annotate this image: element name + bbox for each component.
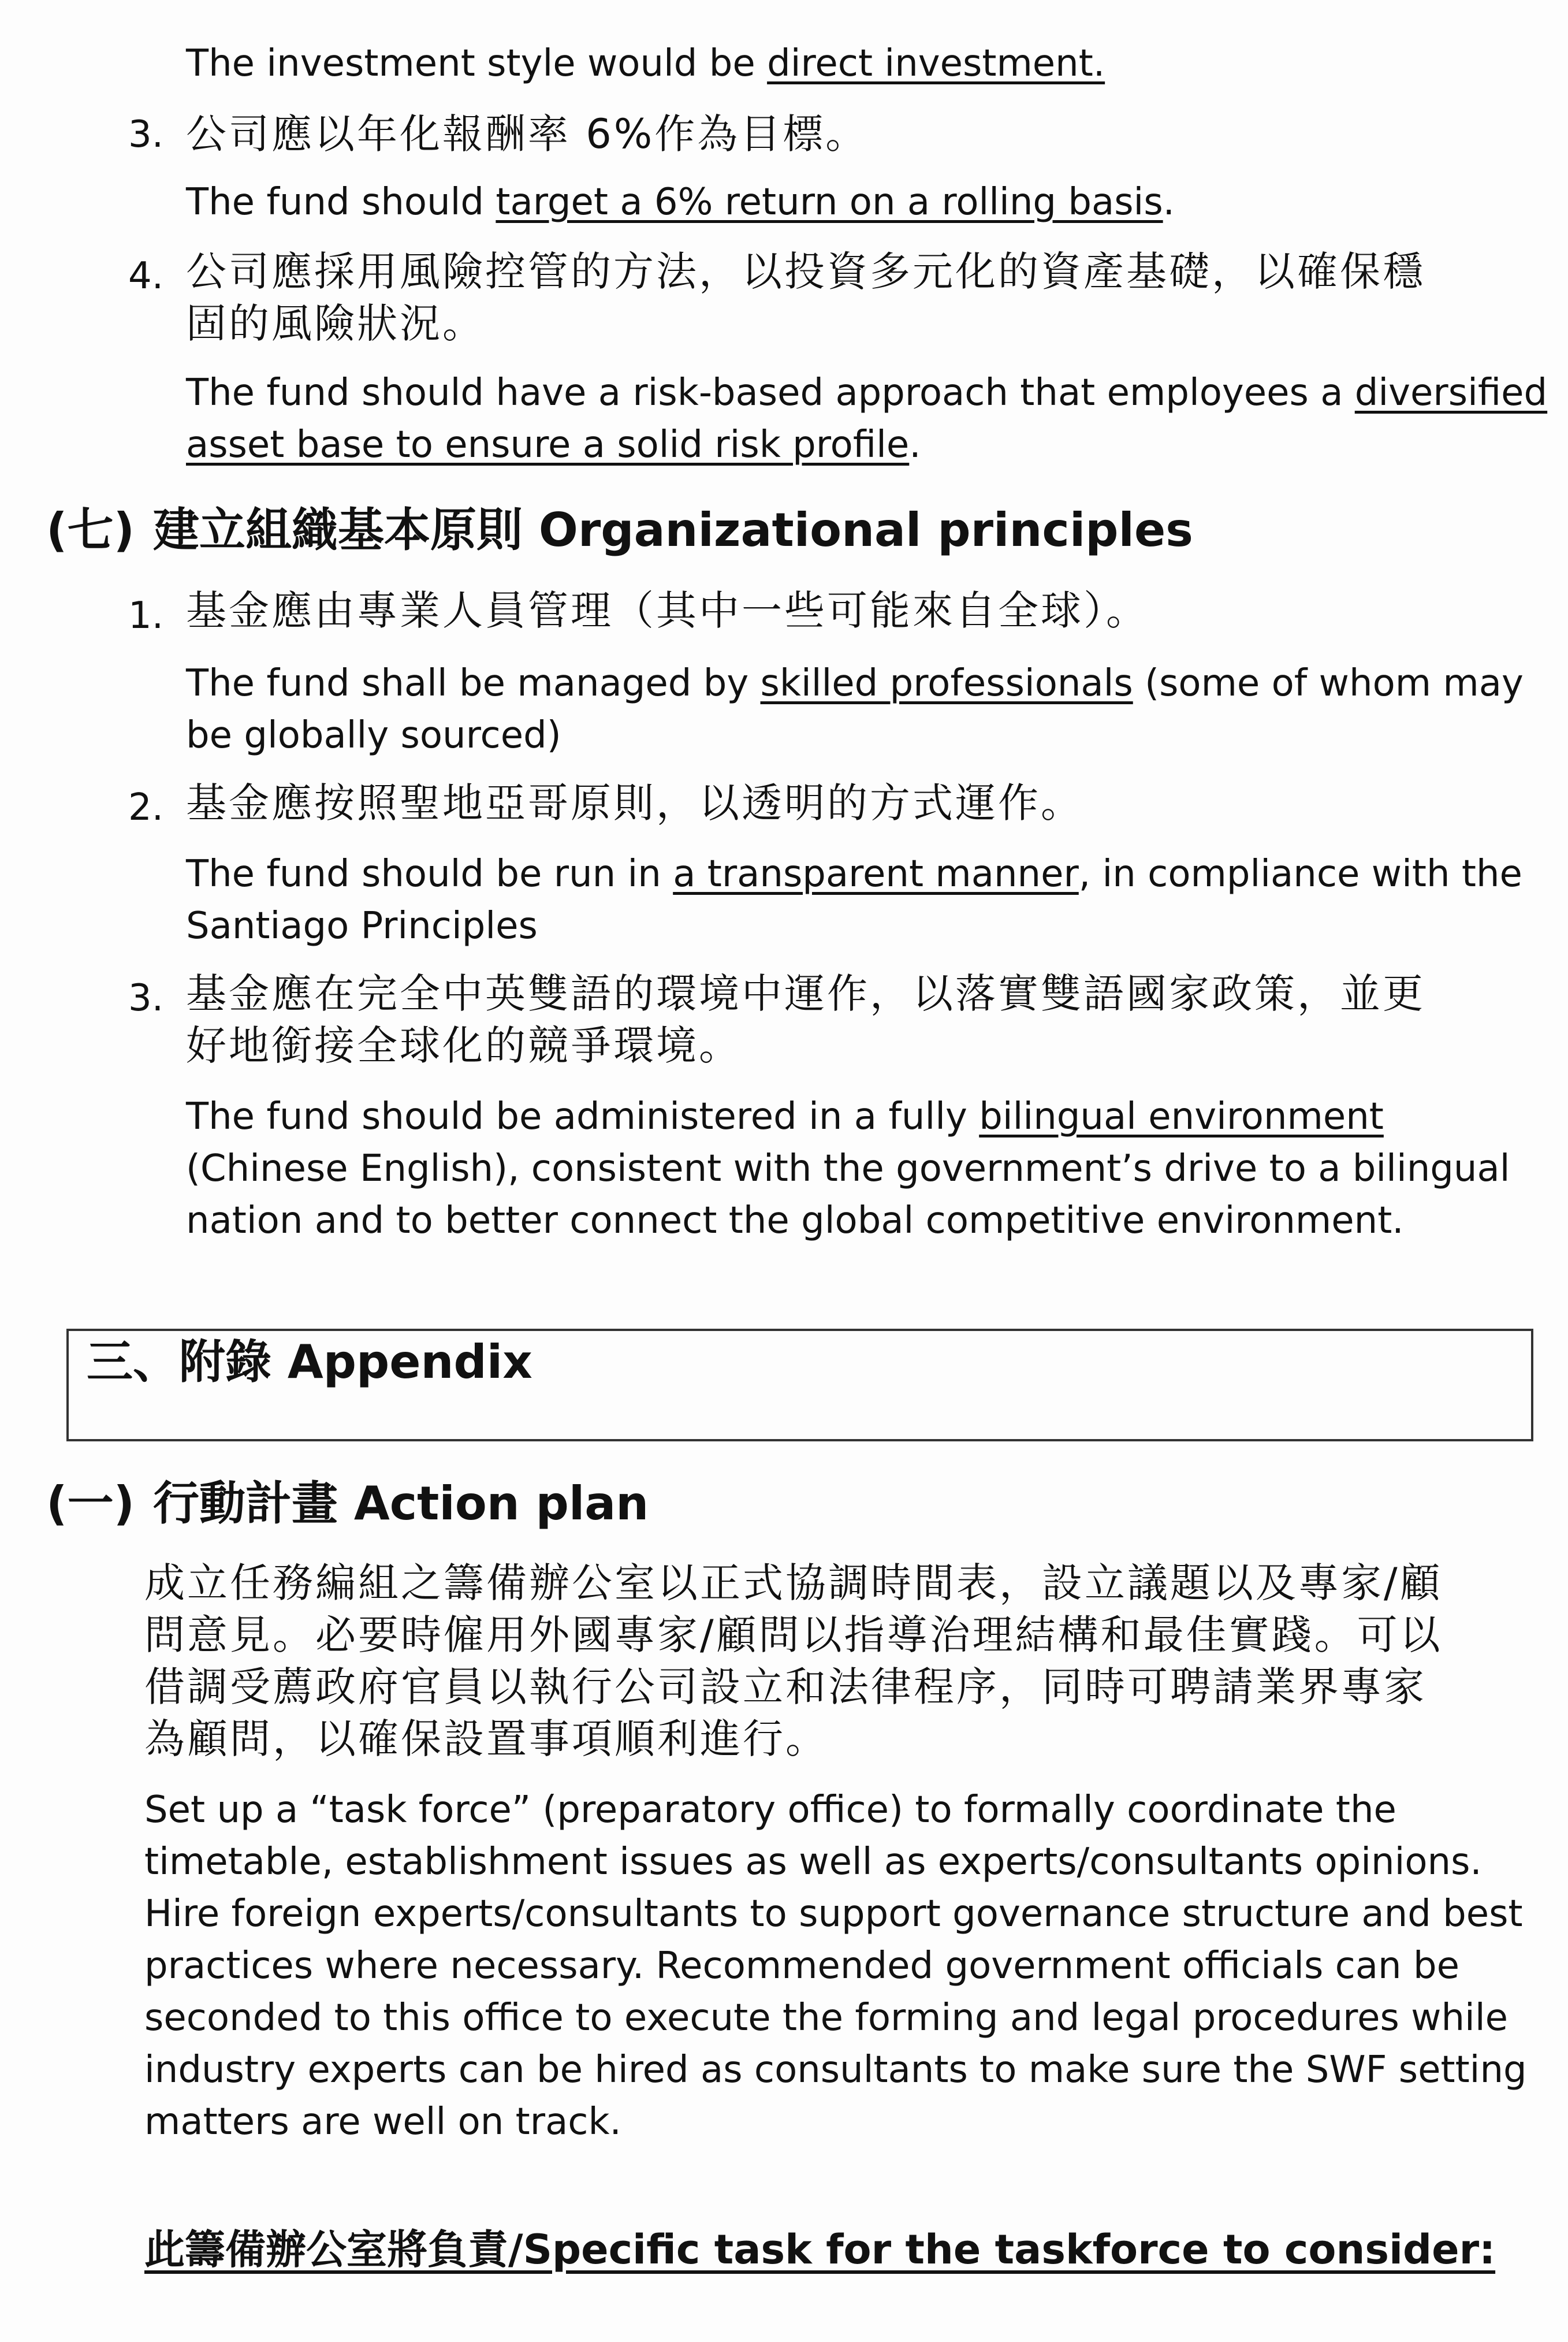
english-text-line: matters are well on track. bbox=[144, 2101, 621, 2143]
taskforce-heading: 此籌備辦公室將負責/Specific task for the taskforce to consider: bbox=[144, 2226, 1496, 2273]
item-number: 3. bbox=[128, 977, 164, 1020]
section-label: (七) bbox=[46, 503, 135, 557]
english-text-line: Set up a “task force” (preparatory office) to formally coordinate the bbox=[144, 1789, 1396, 1831]
chinese-text-line: 借調受薦政府官員以執行公司設立和法律程序，同時可聘請業界專家 bbox=[144, 1663, 1427, 1711]
english-text-line: The fund shall be managed by skilled professionals (some of whom may bbox=[186, 662, 1524, 705]
chinese-text-line: 基金應按照聖地亞哥原則，以透明的方式運作。 bbox=[186, 779, 1083, 827]
chinese-text-line: 問意見。必要時僱用外國專家/顧問以指導治理結構和最佳實踐。可以 bbox=[144, 1611, 1443, 1659]
item-number: 1. bbox=[128, 594, 164, 637]
english-text-line: Santiago Principles bbox=[186, 905, 538, 947]
english-text-line: Hire foreign experts/consultants to support governance structure and best bbox=[144, 1893, 1523, 1935]
english-text-line: be globally sourced) bbox=[186, 714, 561, 757]
chinese-text-line: 基金應在完全中英雙語的環境中運作，以落實雙語國家政策，並更 bbox=[186, 970, 1425, 1017]
english-text-line: nation and to better connect the global competitive environment. bbox=[186, 1199, 1404, 1242]
section-heading: 行動計畫 Action plan bbox=[153, 1477, 649, 1530]
english-text-line: asset base to ensure a solid risk profile. bbox=[186, 423, 921, 466]
appendix-heading: 三、附錄 Appendix bbox=[87, 1335, 532, 1389]
chinese-text-line: 成立任務編組之籌備辦公室以正式協調時間表，設立議題以及專家/顧 bbox=[144, 1559, 1443, 1607]
english-text-line: The fund should target a 6% return on a rolling basis. bbox=[186, 181, 1175, 224]
item-number: 3. bbox=[128, 113, 164, 156]
english-text-line: practices where necessary. Recommended government officials can be bbox=[144, 1945, 1459, 1987]
english-text-line: (Chinese English), consistent with the government’s drive to a bilingual bbox=[186, 1147, 1510, 1190]
section-label: (一) bbox=[46, 1477, 135, 1530]
chinese-text-line: 公司應以年化報酬率 6%作為目標。 bbox=[186, 110, 869, 158]
item-number: 4. bbox=[128, 255, 164, 298]
english-text-line: seconded to this office to execute the forming and legal procedures while bbox=[144, 1997, 1508, 2039]
chinese-text-line: 固的風險狀況。 bbox=[186, 300, 485, 347]
english-text-line: The fund should be run in a transparent manner, in compliance with the bbox=[186, 853, 1522, 895]
section-heading: 建立組織基本原則 Organizational principles bbox=[153, 503, 1193, 557]
english-text-line: The fund should be administered in a fully bilingual environment bbox=[186, 1095, 1384, 1138]
investment-style-line: The investment style would be direct investment. bbox=[186, 42, 1105, 85]
chinese-text-line: 好地銜接全球化的競爭環境。 bbox=[186, 1022, 742, 1069]
chinese-text-line: 為顧問，以確保設置事項順利進行。 bbox=[144, 1715, 828, 1763]
english-text-line: The fund should have a risk-based approach that employees a diversified bbox=[186, 371, 1548, 414]
item-number: 2. bbox=[128, 786, 164, 829]
english-text-line: timetable, establishment issues as well as experts/consultants opinions. bbox=[144, 1841, 1482, 1883]
chinese-text-line: 公司應採用風險控管的方法，以投資多元化的資產基礎，以確保穩 bbox=[186, 248, 1425, 295]
chinese-text-line: 基金應由專業人員管理（其中一些可能來自全球）。 bbox=[186, 587, 1149, 634]
english-text-line: industry experts can be hired as consultants to make sure the SWF setting bbox=[144, 2049, 1527, 2091]
